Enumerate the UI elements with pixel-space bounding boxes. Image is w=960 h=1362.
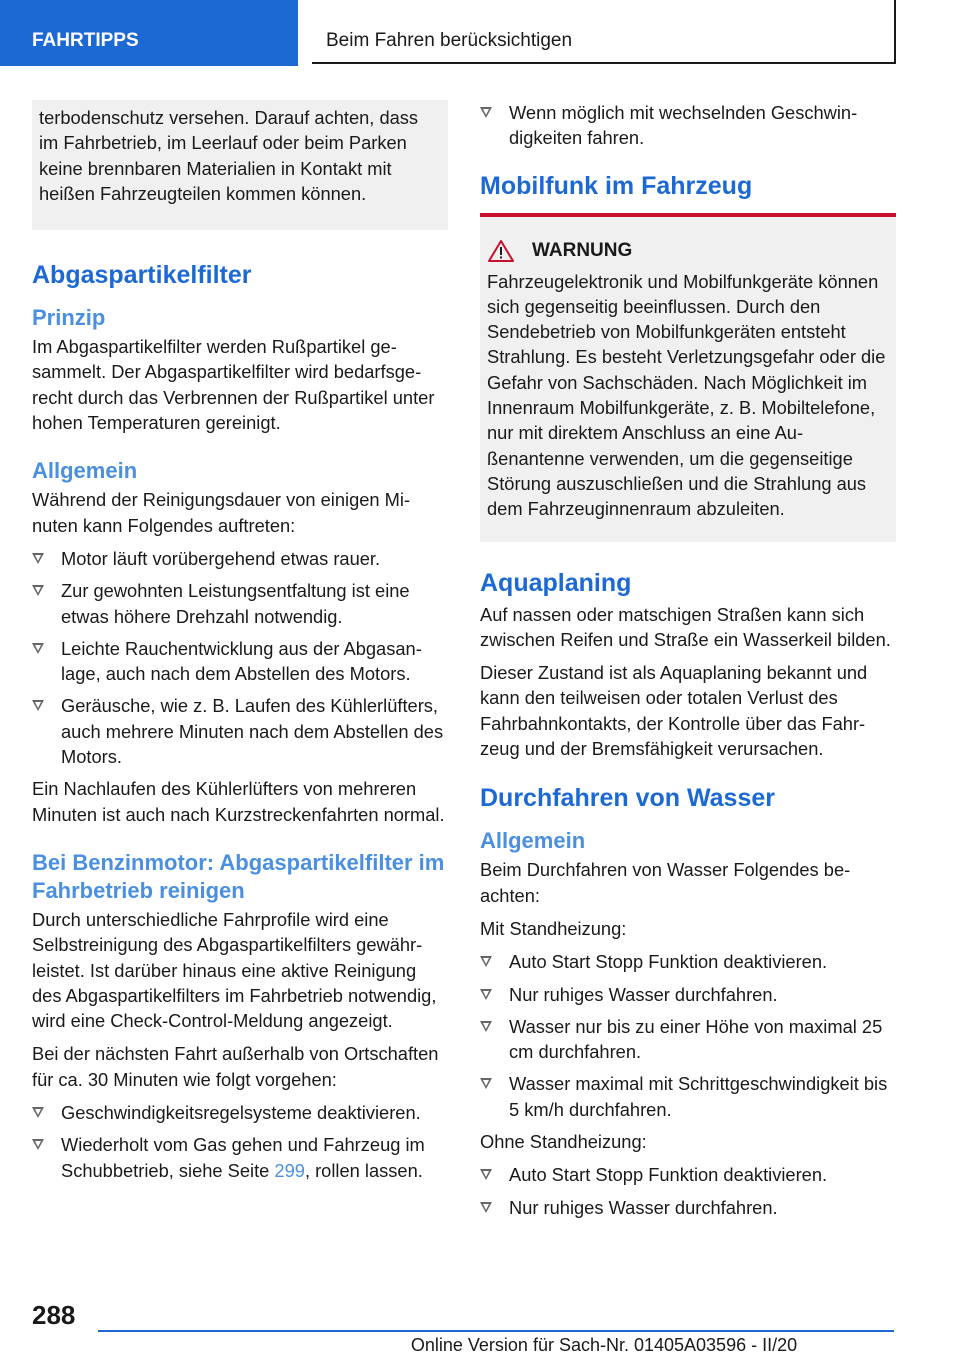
list-item: Geräusche, wie z. B. Laufen des Kühlerlüfters, auch mehrere Minuten nach dem Abstellen des Motors. bbox=[32, 693, 448, 769]
warning-text: Fahrzeugelektronik und Mobilfunkgeräte können sich gegenseitig beeinflussen. Durch den Sendebetrieb von Mobilfunkgeräten entsteht Strahlung. Es besteht Verletzungsgefahr oder die Gefahr von Sachschäden. Nach Möglichkeit im Innenraum Mobilfunkgeräte, z. B. Mobiltelefone, nur mit direktem Anschluss an eine Außenantenne verwenden, um die gegenseitige Störung auszuschließen und die Strahlung aus dem Fahrzeuginnenraum abzuleiten. bbox=[487, 270, 886, 520]
subheading-benzinmotor: Bei Benzinmotor: Abgaspartikelfilter im Fahrbetrieb reinigen bbox=[32, 849, 445, 903]
triangle-bullet-icon bbox=[32, 700, 44, 711]
triangle-bullet-icon bbox=[32, 643, 44, 654]
triangle-bullet-icon bbox=[32, 1139, 44, 1150]
symptom-list bbox=[32, 546, 448, 769]
paragraph-allgemein: Während der Reinigungsdauer von einigen Minuten kann Folgendes auftreten: bbox=[32, 489, 411, 536]
list-mit-standheizung bbox=[480, 949, 896, 1122]
heading-abgaspartikelfilter: Abgaspartikelfilter bbox=[32, 261, 252, 290]
page-header bbox=[0, 0, 960, 66]
section-tab: FAHRTIPPS bbox=[0, 0, 298, 66]
warning-header bbox=[487, 239, 886, 263]
page-reference-link[interactable]: 299 bbox=[274, 1159, 305, 1181]
footer-version-text: Online Version für Sach-Nr. 01405A03596 - II/20 bbox=[410, 1335, 798, 1355]
triangle-bullet-icon bbox=[480, 1202, 492, 1213]
label-ohne-standheizung: Ohne Standheizung: bbox=[480, 1131, 647, 1153]
paragraph-benzin-2: Bei der nächsten Fahrt außerhalb von Ortschaften für ca. 30 Minuten wie folgt vorgehen: bbox=[32, 1043, 439, 1090]
label-mit-standheizung: Mit Standheizung: bbox=[480, 917, 627, 939]
list-item: Wasser nur bis zu einer Höhe von maximal 25 cm durchfahren. bbox=[480, 1014, 896, 1065]
subheading-prinzip: Prinzip bbox=[32, 305, 106, 331]
continued-list bbox=[480, 100, 896, 151]
heading-mobilfunk: Mobilfunk im Fahrzeug bbox=[480, 171, 753, 200]
paragraph-wasser: Beim Durchfahren von Wasser Folgendes beachten: bbox=[480, 859, 851, 906]
paragraph-prinzip: Im Abgaspartikelfilter werden Rußpartikel gesammelt. Der Abgaspartikelfilter wird bedarfsgerecht durch das Verbrennen der Rußpartikel unter hohen Temperaturen gereinigt. bbox=[32, 336, 435, 434]
list-item: Wenn möglich mit wechselnden Geschwindigkeiten fahren. bbox=[480, 100, 896, 151]
list-item: Wasser maximal mit Schrittgeschwindigkeit bis 5 km/h durchfahren. bbox=[480, 1071, 896, 1122]
triangle-bullet-icon bbox=[480, 1021, 492, 1032]
list-item: Nur ruhiges Wasser durchfahren. bbox=[480, 1195, 896, 1220]
paragraph-benzin-1: Durch unterschiedliche Fahrprofile wird eine Selbstreinigung des Abgaspartikelfilters gewährleistet. Ist darüber hinaus eine aktive Reinigung des Abgaspartikelfilters im Fahrbetrieb notwendig, wird eine Check-Control-Meldung angezeigt. bbox=[32, 908, 437, 1032]
left-column bbox=[32, 100, 448, 1190]
warning-box bbox=[480, 213, 896, 542]
note-text: terbodenschutz versehen. Darauf achten, dass im Fahrbetrieb, im Leerlauf oder beim Parken keine brennbaren Materialien in Kontakt mit heißen Fahrzeugteilen kommen können. bbox=[39, 107, 419, 204]
list-item: Motor läuft vorübergehend etwas rauer. bbox=[32, 546, 448, 571]
subheading-allgemein: Allgemein bbox=[32, 458, 138, 484]
warning-label: WARNUNG bbox=[532, 239, 633, 261]
subheading-allgemein-wasser: Allgemein bbox=[480, 828, 586, 854]
triangle-bullet-icon bbox=[480, 107, 492, 118]
paragraph-nachlauf: Ein Nachlaufen des Kühlerlüfters von mehreren Minuten ist auch nach Kurzstreckenfahrten normal. bbox=[32, 778, 445, 825]
triangle-bullet-icon bbox=[480, 1078, 492, 1089]
chapter-title: Beim Fahren berücksichtigen bbox=[312, 0, 896, 64]
list-ohne-standheizung bbox=[480, 1162, 896, 1220]
list-item: Geschwindigkeitsregelsysteme deaktivieren. bbox=[32, 1100, 448, 1125]
heading-durchfahren-wasser: Durchfahren von Wasser bbox=[480, 784, 775, 813]
paragraph-aquaplaning-1: Auf nassen oder matschigen Straßen kann sich zwischen Reifen und Straße ein Wasserkeil bilden. bbox=[480, 603, 891, 650]
list-item: Leichte Rauchentwicklung aus der Abgasanlage, auch nach dem Abstellen des Motors. bbox=[32, 636, 448, 687]
triangle-bullet-icon bbox=[480, 956, 492, 967]
list-item: Wiederholt vom Gas gehen und Fahrzeug im Schubbetrieb, siehe Seite 299, rollen lassen. bbox=[32, 1132, 448, 1183]
procedure-list bbox=[32, 1100, 448, 1183]
warning-triangle-icon bbox=[487, 239, 515, 263]
continued-note-box bbox=[32, 100, 448, 230]
list-item: Zur gewohnten Leistungsentfaltung ist eine etwas höhere Drehzahl notwendig. bbox=[32, 578, 448, 629]
triangle-bullet-icon bbox=[480, 1169, 492, 1180]
heading-aquaplaning: Aquaplaning bbox=[480, 568, 632, 597]
triangle-bullet-icon bbox=[480, 989, 492, 1000]
list-item: Auto Start Stopp Funktion deaktivieren. bbox=[480, 1162, 896, 1187]
triangle-bullet-icon bbox=[32, 553, 44, 564]
list-item: Auto Start Stopp Funktion deaktivieren. bbox=[480, 949, 896, 974]
right-column bbox=[480, 100, 896, 1227]
list-item: Nur ruhiges Wasser durchfahren. bbox=[480, 982, 896, 1007]
paragraph-aquaplaning-2: Dieser Zustand ist als Aquaplaning bekannt und kann den teilweisen oder totalen Verlust des Fahrbahnkontakts, der Kontrolle über das Fahrzeug und der Bremsfähigkeit verursachen. bbox=[480, 662, 868, 760]
triangle-bullet-icon bbox=[32, 1107, 44, 1118]
page-number: 288 bbox=[32, 1300, 76, 1330]
triangle-bullet-icon bbox=[32, 585, 44, 596]
